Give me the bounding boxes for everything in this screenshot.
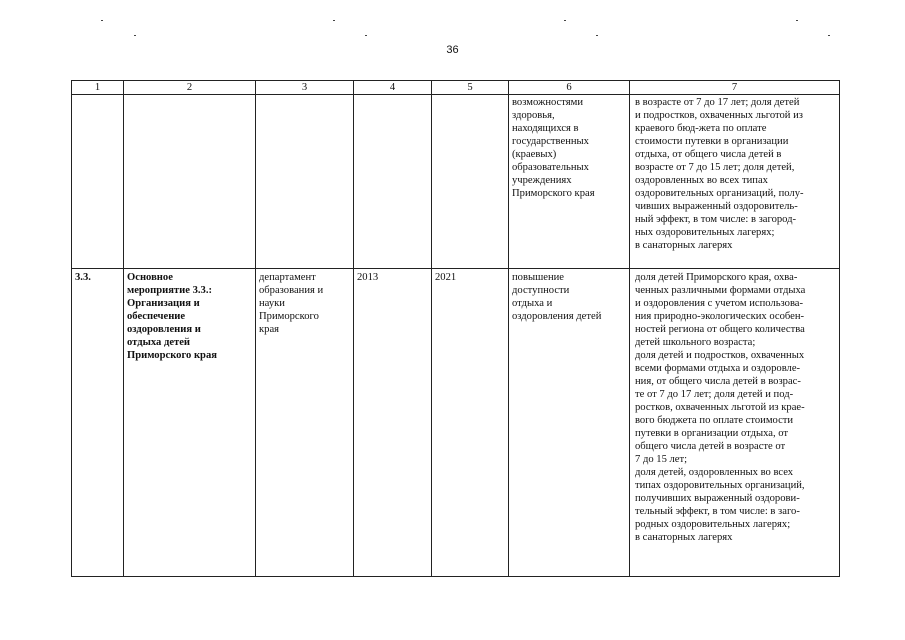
cell-line: в санаторных лагерях [635, 240, 733, 251]
cell-line: науки [259, 298, 285, 309]
cell-line: оздоровления детей [512, 311, 602, 322]
cell-line: возможностями [512, 97, 583, 108]
header-cell: 3 [256, 81, 354, 95]
cell-line: краевого бюд-жета по оплате [635, 123, 767, 134]
cell-line: те от 7 до 17 лет; доля детей и под- [635, 389, 794, 400]
cell-line: ностей региона от общего количества [635, 324, 805, 335]
page-number: 36 [446, 44, 459, 56]
row-number-cell [72, 95, 124, 269]
scan-speck [828, 35, 830, 36]
indicators-cell [630, 95, 840, 269]
cell-line: стоимости путевки в организации [635, 136, 789, 147]
cell-line: 7 до 15 лет; [635, 454, 688, 465]
header-cell: 5 [432, 81, 509, 95]
cell-line: ченных различными формами отдыха [635, 285, 806, 296]
header-row [72, 81, 840, 95]
cell-line: доля детей и подростков, охваченных [635, 350, 805, 361]
executor-cell [256, 269, 354, 577]
scan-speck [134, 35, 136, 36]
cell-line: вого бюджета по оплате стоимости [635, 415, 794, 426]
cell-line: ный эффект, в том числе: в загород- [635, 214, 797, 225]
cell-line: в санаторных лагерях [635, 532, 733, 543]
cell-line: ростков, охваченных льготой из крае- [635, 402, 805, 413]
cell-line: находящихся в [512, 123, 579, 134]
header-cell: 4 [354, 81, 432, 95]
cell-line: здоровья, [512, 110, 555, 121]
cell-line: оздоровленных во всех типах [635, 175, 768, 186]
cell-line: ния, от общего числа детей в возрас- [635, 376, 801, 387]
cell-line: получивших выраженный оздорови- [635, 493, 800, 504]
cell-line: Основное [127, 272, 173, 283]
cell-line: (краевых) [512, 149, 557, 160]
measure-name-cell [124, 95, 256, 269]
cell-line: возрасте от 7 до 15 лет; доля детей, [635, 162, 795, 173]
row-number-cell: 3.3. [72, 269, 124, 577]
cell-line: оздоровительных организаций, полу- [635, 188, 804, 199]
cell-line: отдыха, от общего числа детей в [635, 149, 782, 160]
cell-line: края [259, 324, 280, 335]
expected-result-cell [509, 269, 630, 577]
expected-result-cell [509, 95, 630, 269]
cell-line: и оздоровления с учетом использова- [635, 298, 804, 309]
measure-name-cell [124, 269, 256, 577]
cell-line: детей школьного возраста; [635, 337, 756, 348]
cell-line: Приморского края [512, 188, 595, 199]
cell-line: доля детей Приморского края, охва- [635, 272, 798, 283]
cell-line: путевки в организации отдыха, от [635, 428, 789, 439]
table-row [72, 269, 840, 577]
cell-line: образования и [259, 285, 324, 296]
cell-line: типах оздоровительных организаций, [635, 480, 805, 491]
cell-line: отдыха детей [127, 337, 191, 348]
cell-line: чивших выраженный оздоровитель- [635, 201, 798, 212]
cell-line: родных оздоровительных лагерях; [635, 519, 791, 530]
cell-line: и подростков, охваченных льготой из [635, 110, 803, 121]
cell-line: мероприятие 3.3.: [127, 285, 213, 296]
start-year-cell: 2013 [354, 269, 432, 577]
cell-line: доля детей, оздоровленных во всех [635, 467, 794, 478]
table-row [72, 95, 840, 269]
header-cell: 6 [509, 81, 630, 95]
header-cell: 7 [630, 81, 840, 95]
cell-line: государственных [512, 136, 589, 147]
cell-line: Приморского [259, 311, 319, 322]
cell-line: доступности [512, 285, 570, 296]
cell-line: Организация и [127, 298, 200, 309]
cell-line: общего числа детей в возрасте от [635, 441, 786, 452]
cell-line: Приморского края [127, 350, 217, 361]
cell-line: всеми формами отдыха и оздоровле- [635, 363, 801, 374]
cell-line: учреждениях [512, 175, 572, 186]
cell-line: оздоровления и [127, 324, 201, 335]
scan-speck [333, 20, 335, 21]
executor-cell [256, 95, 354, 269]
start-year-cell [354, 95, 432, 269]
end-year-cell [432, 95, 509, 269]
header-cell: 2 [124, 81, 256, 95]
scan-speck [365, 35, 367, 36]
program-table [71, 80, 840, 577]
cell-line: отдыха и [512, 298, 553, 309]
scan-speck [564, 20, 566, 21]
cell-line: ния природно-экологических особен- [635, 311, 805, 322]
scan-speck [101, 20, 103, 21]
cell-line: обеспечение [127, 311, 186, 322]
cell-line: повышение [512, 272, 564, 283]
indicators-cell [630, 269, 840, 577]
scan-speck [596, 35, 598, 36]
scan-speck [796, 20, 798, 21]
cell-line: департамент [259, 272, 316, 283]
cell-line: образовательных [512, 162, 589, 173]
end-year-cell: 2021 [432, 269, 509, 577]
header-cell: 1 [72, 81, 124, 95]
cell-line: ных оздоровительных лагерях; [635, 227, 775, 238]
cell-line: в возрасте от 7 до 17 лет; доля детей [635, 97, 800, 108]
cell-line: тельный эффект, в том числе: в заго- [635, 506, 800, 517]
